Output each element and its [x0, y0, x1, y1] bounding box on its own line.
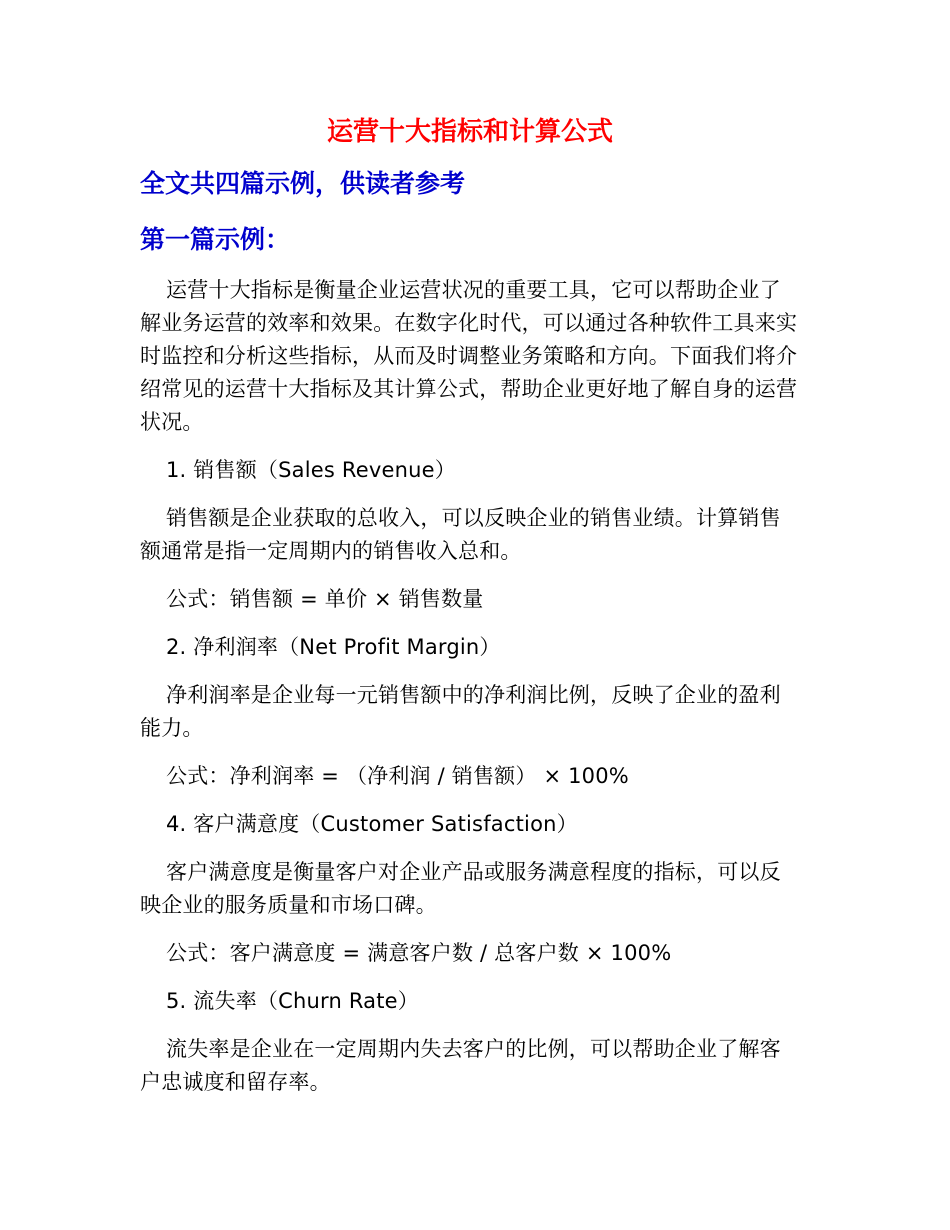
metric-heading-sales-revenue: 1. 销售额（Sales Revenue） — [166, 458, 456, 482]
metric-description-net-profit-margin: 净利润率是企业每一元销售额中的净利润比例，反映了企业的盈利能力。 — [140, 683, 781, 740]
metric-formula-net-profit-margin: 公式：净利润率 = （净利润 / 销售额） × 100% — [166, 764, 629, 788]
metric-description-churn-rate: 流失率是企业在一定周期内失去客户的比例，可以帮助企业了解客户忠诚度和留存率。 — [140, 1037, 781, 1094]
metric-heading-customer-satisfaction: 4. 客户满意度（Customer Satisfaction） — [166, 812, 578, 836]
metric-formula-sales-revenue: 公式：销售额 = 单价 × 销售数量 — [166, 587, 484, 611]
metric-heading-net-profit-margin: 2. 净利润率（Net Profit Margin） — [166, 635, 501, 659]
document-title: 运营十大指标和计算公式 — [326, 117, 613, 147]
document-subtitle: 全文共四篇示例，供读者参考 — [140, 169, 466, 198]
metric-description-customer-satisfaction: 客户满意度是衡量客户对企业产品或服务满意程度的指标，可以反映企业的服务质量和市场口碑。 — [140, 860, 781, 917]
metric-heading-churn-rate: 5. 流失率（Churn Rate） — [166, 989, 419, 1013]
metric-formula-customer-satisfaction: 公式：客户满意度 = 满意客户数 / 总客户数 × 100% — [166, 941, 672, 965]
section-heading: 第一篇示例： — [140, 225, 291, 254]
intro-paragraph: 运营十大指标是衡量企业运营状况的重要工具，它可以帮助企业了解业务运营的效率和效果。在数字化时代，可以通过各种软件工具来实时监控和分析这些指标，从而及时调整业务策略和方向。下面我们将介绍常见的运营十大指标及其计算公式，帮助企业更好地了解自身的运营状况。 — [140, 278, 798, 434]
metric-description-sales-revenue: 销售额是企业获取的总收入，可以反映企业的销售业绩。计算销售额通常是指一定周期内的销售收入总和。 — [140, 506, 781, 563]
document-page — [140, 110, 800, 1114]
